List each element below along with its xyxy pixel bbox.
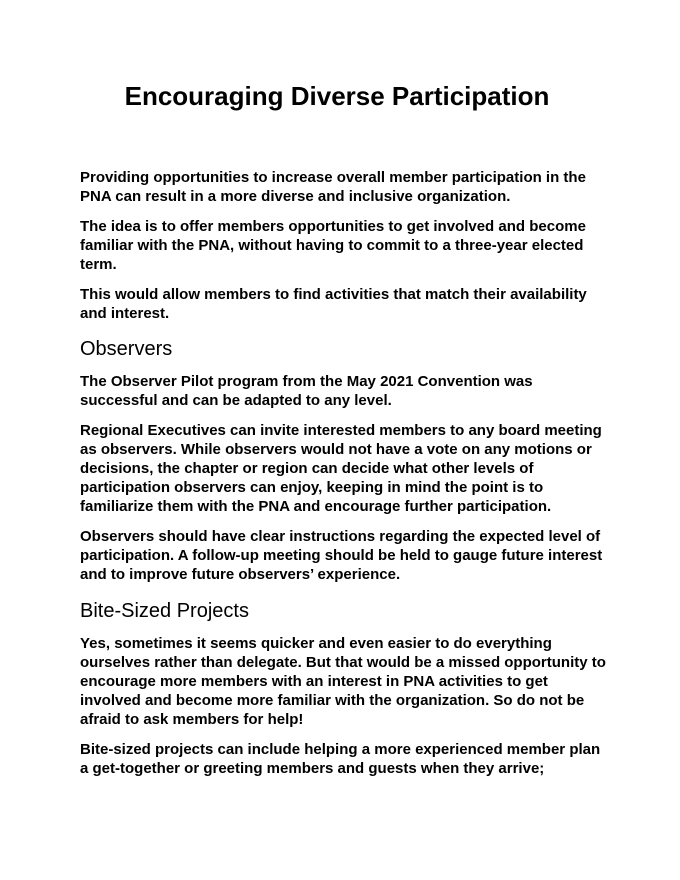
projects-paragraph: Bite-sized projects can include helping a more experienced member plan a get-together or greeting members and guests when they arrive; xyxy=(80,741,601,777)
intro-paragraph: The idea is to offer members opportunities to get involved and become familiar with the PNA, without having to commit to a three-year elected term. xyxy=(80,218,586,273)
projects-paragraph: Yes, sometimes it seems quicker and even easier to do everything ourselves rather than delegate. But that would be a missed opportunity to encourage more members with an interest in PNA activities to get involved and become more familiar with the organization. So do not be afraid to ask members for help! xyxy=(80,635,606,728)
page-title: Encouraging Diverse Participation xyxy=(124,81,550,111)
observers-paragraph: The Observer Pilot program from the May 2021 Convention was successful and can be adapted to any level. xyxy=(80,373,533,409)
document-body xyxy=(80,168,610,789)
observers-paragraph: Observers should have clear instructions regarding the expected level of participation. A follow-up meeting should be held to gauge future interest and to improve future observers’ experience. xyxy=(80,528,603,583)
section-heading-observers: Observers xyxy=(80,338,173,360)
intro-paragraph: Providing opportunities to increase overall member participation in the PNA can result in a more diverse and inclusive organization. xyxy=(80,169,586,205)
observers-paragraph: Regional Executives can invite interested members to any board meeting as observers. While observers would not have a vote on any motions or decisions, the chapter or region can decide what other levels of participation observers can enjoy, keeping in mind the point is to familiarize them with the PNA and encourage further participation. xyxy=(80,422,602,515)
intro-paragraph: This would allow members to find activities that match their availability and interest. xyxy=(80,286,587,322)
section-heading-bite-sized-projects: Bite-Sized Projects xyxy=(80,600,249,622)
